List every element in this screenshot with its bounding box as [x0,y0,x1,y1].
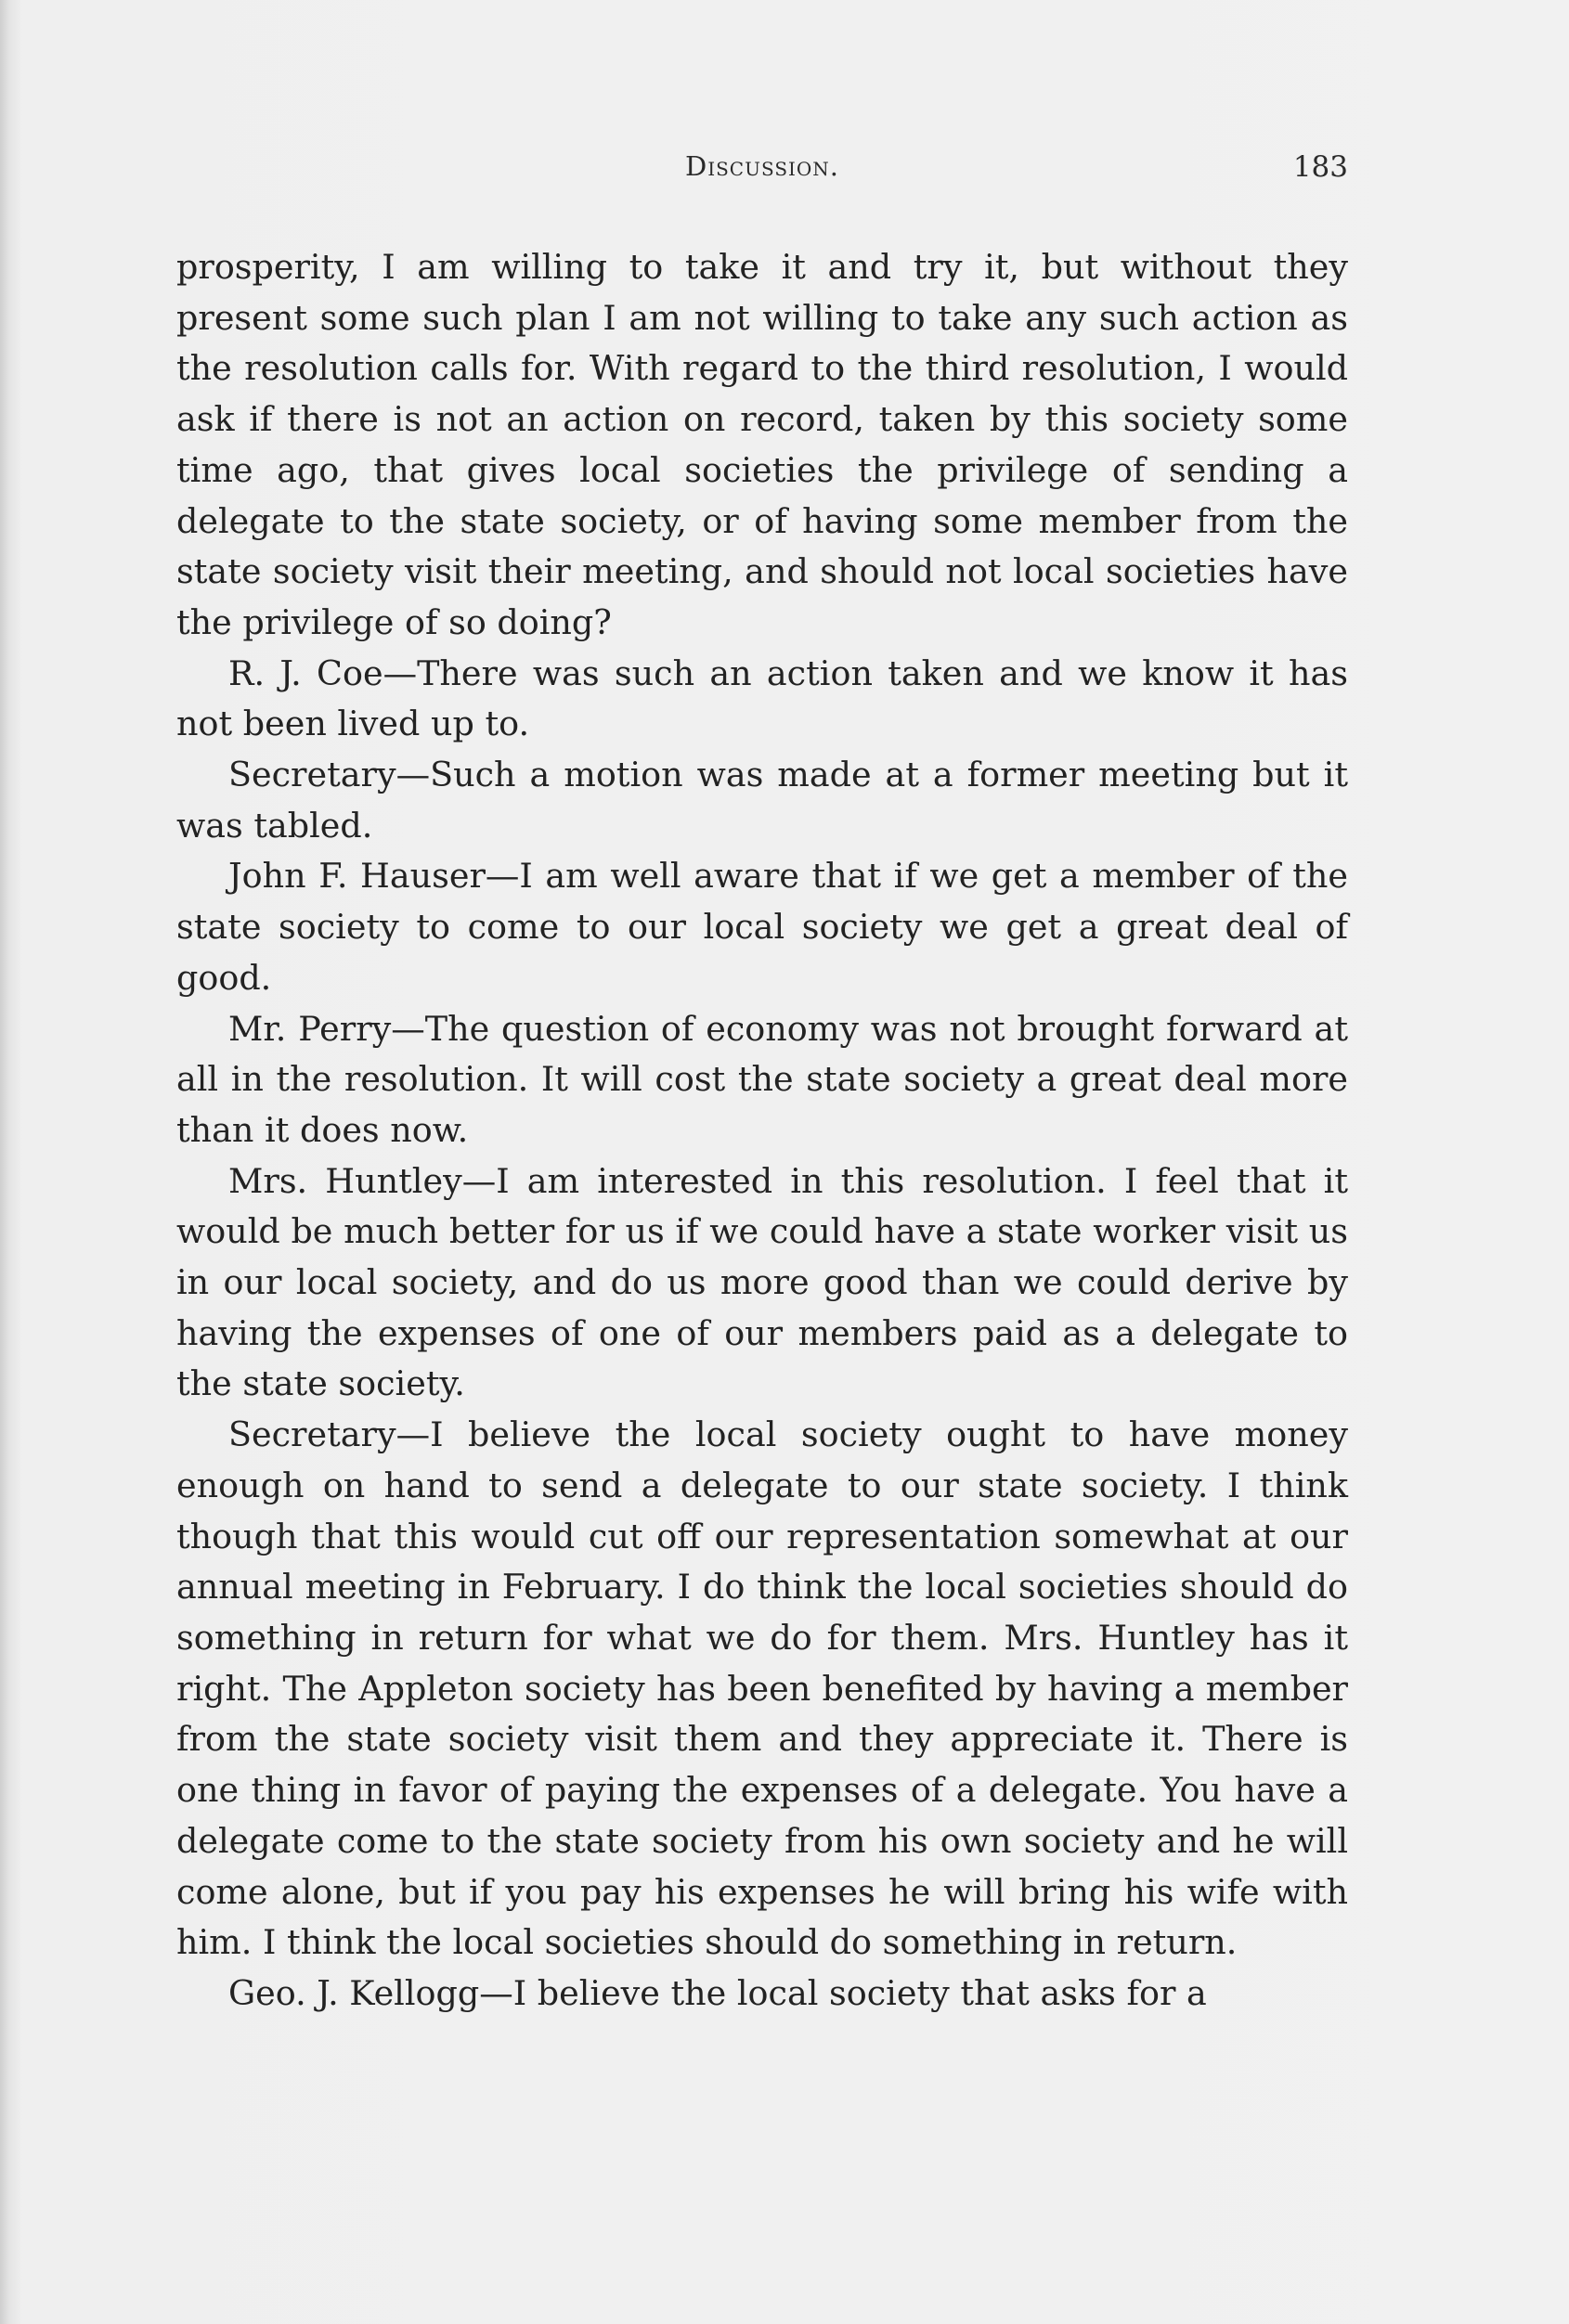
paragraph [176,1969,1348,2020]
page-header [176,150,1348,193]
page-number: 183 [1292,150,1348,184]
speaker-name: R. J. Coe [228,652,383,693]
paragraph [176,750,1348,851]
speaker-name: Geo. J. Kellogg [228,1972,480,2013]
paragraph-text: —I believe the local society ought to have money enough on hand to send a delegate to our state society. I think though that this would cut off our representation somewhat at our annual meeting in February. I do think the local societies should do something in return for what we do for them. Mrs. Huntley has it right. The Appleton society has been benefited by having a member from the state society visit them and they appreciate it. There is one thing in favor of paying the expenses of a delegate. You have a delegate come to the state society from his own society and he will come alone, but if you pay his expenses he will bring his wife with him. I think the local societies should do something in return. [176,1414,1348,1963]
body-text [176,242,1348,2020]
paragraph-text: —I believe the local society that asks for a [479,1972,1207,2013]
speaker-name: Secretary [228,755,396,795]
paragraph-text: —There was such an action taken and we know it has not been lived up to. [176,652,1348,744]
paragraph-text: —I am well aware that if we get a member of the state society to come to our local society we get a great deal of good. [176,856,1348,998]
paragraph-text: —Such a motion was made at a former meeting but it was tabled. [176,755,1348,846]
paragraph-text: —I am interested in this resolution. I feel that it would be much better for us if we could have a state worker visit us in our local society, and do us more good than we could derive by having the expenses of one of our members paid as a delegate to the state society. [176,1160,1348,1404]
paragraph-text: —The question of economy was not brought forward at all in the resolution. It will cost the state society a great deal more than it does now. [176,1008,1348,1150]
paragraph [176,1156,1348,1411]
paragraph-text: prosperity, I am willing to take it and try it, but without they present some such plan I am not willing to take any such action as the resolution calls for. With regard to the third resolution, I would ask if there is not an action on record, taken by this society some time ago, that gives local societies the privilege of sending a delegate to the state society, or of having some member from the state society visit their meeting, and should not local societies have the privilege of so doing? [176,247,1348,642]
running-head: Discussion. [684,150,840,182]
paragraph [176,851,1348,1003]
paragraph [176,649,1348,750]
paragraph [176,1004,1348,1156]
speaker-name: Mr. Perry [228,1008,392,1049]
speaker-name: Secretary [228,1414,396,1455]
speaker-name: Mrs. Huntley [228,1160,462,1201]
paragraph [176,1410,1348,1969]
paragraph [176,242,1348,649]
speaker-name: John F. Hauser [228,856,486,897]
